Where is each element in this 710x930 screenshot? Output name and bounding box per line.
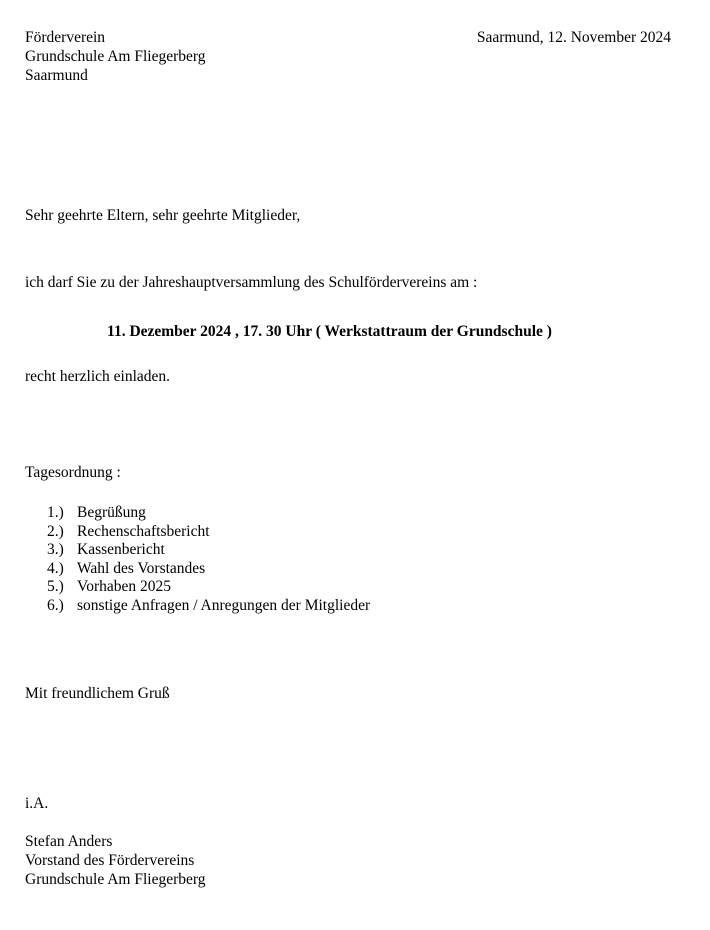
list-item xyxy=(47,523,674,542)
list-item xyxy=(47,541,674,560)
salutation: Sehr geehrte Eltern, sehr geehrte Mitglieder, xyxy=(25,207,301,224)
letter-header xyxy=(25,28,674,85)
agenda-item-number: 4.) xyxy=(47,559,64,577)
agenda-list xyxy=(25,504,674,615)
by-order-marker: i.A. xyxy=(25,795,49,812)
sender-line-3: Saarmund xyxy=(25,67,88,84)
signature-block xyxy=(25,832,674,889)
agenda-title: Tagesordnung : xyxy=(25,464,121,481)
agenda-item-number: 3.) xyxy=(47,541,64,558)
agenda-item-label: Begrüßung xyxy=(77,504,146,521)
agenda-item-number: 6.) xyxy=(47,596,64,614)
list-item xyxy=(47,504,674,523)
invite-paragraph: recht herzlich einladen. xyxy=(25,368,171,385)
closing-greeting: Mit freundlichem Gruß xyxy=(25,685,170,702)
sender-line-2: Grundschule Am Fliegerberg xyxy=(25,48,206,65)
signer-name: Stefan Anders xyxy=(25,833,113,850)
agenda-item-number: 5.) xyxy=(47,578,64,595)
signer-role: Vorstand des Fördervereins xyxy=(25,852,195,869)
sender-address xyxy=(25,28,206,85)
list-item xyxy=(47,597,674,616)
signer-organization: Grundschule Am Fliegerberg xyxy=(25,871,206,888)
list-item xyxy=(47,560,674,579)
place-and-date: Saarmund, 12. November 2024 xyxy=(476,29,671,46)
sender-line-1: Förderverein xyxy=(25,29,106,46)
agenda-item-label: Rechenschaftsbericht xyxy=(77,522,210,540)
agenda-item-label: Wahl des Vorstandes xyxy=(77,559,206,577)
agenda-item-number: 1.) xyxy=(47,504,64,521)
event-details: 11. Dezember 2024 , 17. 30 Uhr ( Werkstattraum der Grundschule ) xyxy=(107,323,552,340)
agenda-item-label: Kassenbericht xyxy=(77,541,165,558)
intro-paragraph: ich darf Sie zu der Jahreshauptversammlung des Schulfördervereins am : xyxy=(25,274,478,291)
agenda-item-label: sonstige Anfragen / Anregungen der Mitglieder xyxy=(77,596,371,614)
list-item xyxy=(47,578,674,597)
agenda-item-number: 2.) xyxy=(47,522,64,540)
agenda-item-label: Vorhaben 2025 xyxy=(77,578,171,595)
